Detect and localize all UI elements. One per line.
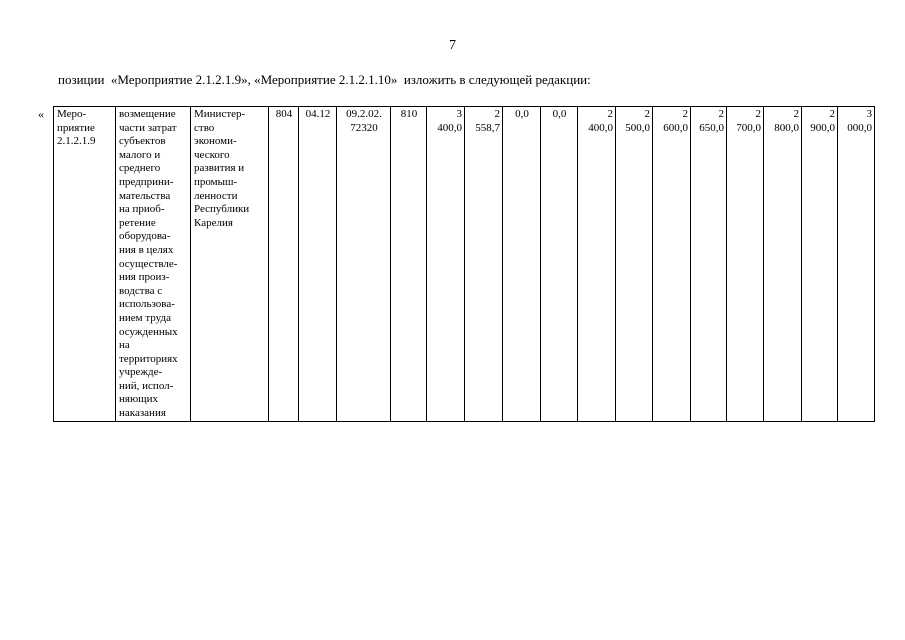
value-cell: 2 650,0	[691, 107, 727, 422]
event-name-cell: Меро- приятие 2.1.2.1.9	[54, 107, 116, 422]
target-code-cell: 09.2.02. 72320	[337, 107, 391, 422]
opening-quote-mark: «	[38, 107, 44, 121]
description-cell: возмещение части затрат субъектов малого и среднего предприни- мательства на приоб- ретение оборудова- ния в целях осуществле- ния произ- водства с использова- нием труда осужденных на территориях учрежде- ний, испол- няющих наказания	[116, 107, 191, 422]
value-cell: 3 000,0	[838, 107, 875, 422]
expense-type-cell: 810	[391, 107, 427, 422]
program-table	[53, 106, 875, 422]
section-code-cell: 04.12	[299, 107, 337, 422]
value-cell: 2 600,0	[653, 107, 691, 422]
table-row	[54, 107, 875, 422]
grbs-code-cell: 804	[269, 107, 299, 422]
value-cell: 2 558,7	[465, 107, 503, 422]
value-cell: 0,0	[541, 107, 578, 422]
value-cell: 2 900,0	[802, 107, 838, 422]
value-cell: 2 400,0	[578, 107, 616, 422]
value-cell: 2 800,0	[764, 107, 802, 422]
page-number: 7	[449, 38, 456, 53]
value-cell: 2 700,0	[727, 107, 764, 422]
value-cell: 0,0	[503, 107, 541, 422]
value-cell: 3 400,0	[427, 107, 465, 422]
value-cell: 2 500,0	[616, 107, 653, 422]
intro-text: позиции «Мероприятие 2.1.2.1.9», «Мероприятие 2.1.2.1.10» изложить в следующей редакции:	[58, 72, 591, 87]
executor-cell: Министер- ство экономи- ческого развития и промыш- ленности Республики Карелия	[191, 107, 269, 422]
